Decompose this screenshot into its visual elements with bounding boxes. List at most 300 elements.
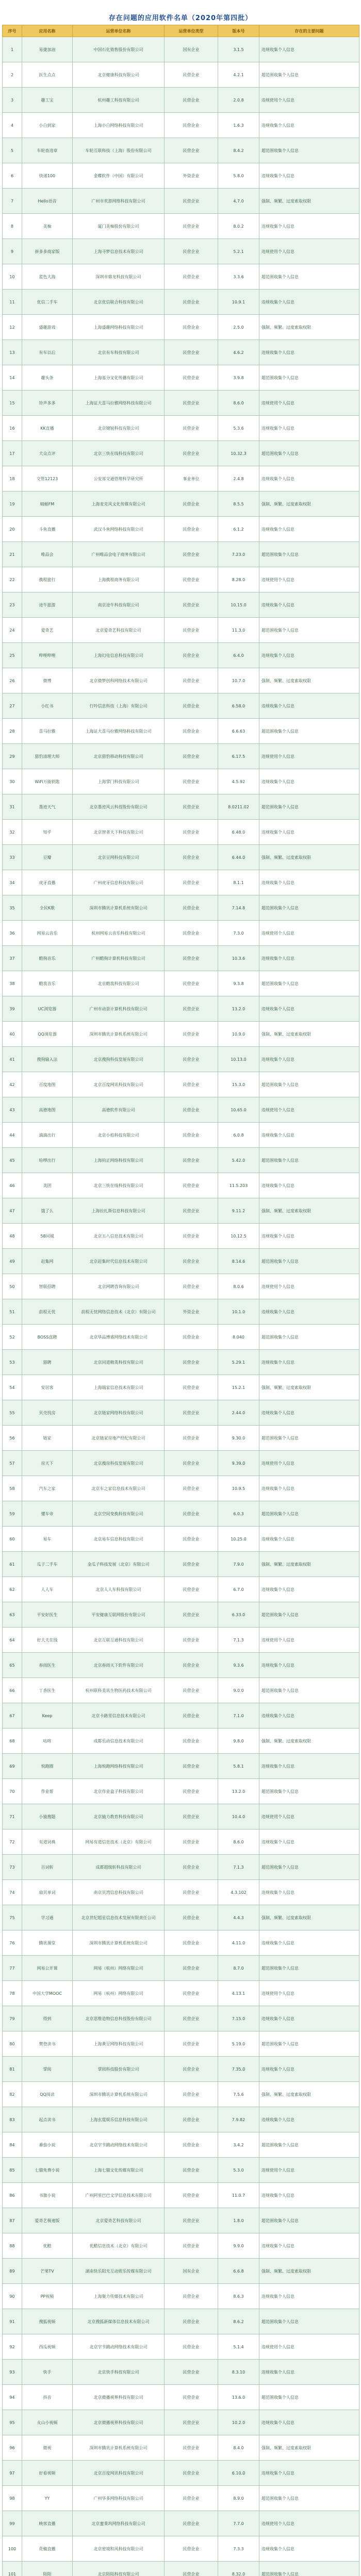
cell-app-name: 安居客 — [22, 1375, 73, 1400]
cell-app-name: 汽车之家 — [22, 1476, 73, 1501]
cell-app-name: 全民K歌 — [22, 895, 73, 921]
cell-app-name: 瓜子二手车 — [22, 1552, 73, 1577]
table-row — [3, 996, 359, 1022]
cell-version: 6.33.0 — [218, 1602, 259, 1628]
cell-operator-type: 民营企业 — [165, 1072, 218, 1097]
cell-index: 27 — [3, 693, 22, 719]
table-row — [3, 1350, 359, 1375]
cell-operator: 上海基分文化传播有限公司 — [73, 365, 165, 391]
table-row — [3, 1173, 359, 1198]
cell-issue: 违规收集个人信息 — [259, 416, 359, 441]
cell-operator: 成都乐动信息技术有限公司 — [73, 1728, 165, 1754]
cell-version: 10.9.0 — [218, 1022, 259, 1047]
cell-operator-type: 民营企业 — [165, 492, 218, 517]
cell-version: 6.1.2 — [218, 517, 259, 542]
cell-issue: 强制、频繁、过度索取权限 — [259, 1905, 359, 1930]
cell-version: 2.4.8 — [218, 466, 259, 492]
cell-issue: 超范围收集个人信息 — [259, 441, 359, 466]
header-operator: 运营单位名称 — [73, 25, 165, 37]
cell-index: 70 — [3, 1779, 22, 1804]
cell-version: 9.0.0 — [218, 1678, 259, 1703]
cell-index: 64 — [3, 1628, 22, 1653]
cell-version: 7.9.82 — [218, 2107, 259, 2132]
table-row — [3, 2334, 359, 2360]
cell-app-name: 有道词典 — [22, 1829, 73, 1855]
cell-app-name: YY — [22, 2486, 73, 2511]
table-row — [3, 1829, 359, 1855]
table-row — [3, 971, 359, 996]
table-row — [3, 441, 359, 466]
cell-operator-type: 民营企业 — [165, 1097, 218, 1123]
cell-operator: 上海携程商务有限公司 — [73, 567, 165, 592]
cell-issue: 违规收集个人信息 — [259, 340, 359, 365]
cell-operator-type: 民营企业 — [165, 921, 218, 946]
cell-issue: 违规收集个人信息 — [259, 1173, 359, 1198]
table-row — [3, 1325, 359, 1350]
cell-issue: 违规收集个人信息 — [259, 1577, 359, 1602]
cell-issue: 超范围收集个人信息 — [259, 365, 359, 391]
cell-version: 8.9.0 — [218, 2486, 259, 2511]
cell-operator-type: 民营企业 — [165, 2057, 218, 2082]
cell-index: 5 — [3, 138, 22, 163]
cell-app-name: 房天下 — [22, 1451, 73, 1476]
table-row — [3, 1956, 359, 1981]
cell-operator: 北京墨迹风云科技股份有限公司 — [73, 794, 165, 820]
cell-app-name: 西瓜视频 — [22, 2334, 73, 2360]
cell-operator: 上海玄霆娱乐信息科技有限公司 — [73, 2107, 165, 2132]
cell-app-name: 优信二手车 — [22, 290, 73, 315]
cell-operator-type: 民营企业 — [165, 2132, 218, 2158]
cell-issue: 违规收集个人信息 — [259, 290, 359, 315]
cell-operator: 北京字节跳动网络技术有限公司 — [73, 2132, 165, 2158]
cell-operator-type: 民营企业 — [165, 1628, 218, 1653]
cell-index: 23 — [3, 592, 22, 618]
cell-issue: 违规收集个人信息 — [259, 113, 359, 138]
cell-issue: 超范围收集个人信息 — [259, 1602, 359, 1628]
cell-operator-type: 民营企业 — [165, 2006, 218, 2031]
cell-app-name: 书旗小说 — [22, 2183, 73, 2208]
cell-issue: 超范围收集个人信息 — [259, 62, 359, 88]
cell-version: 4.11.0 — [218, 1930, 259, 1956]
cell-version: 5.42.0 — [218, 1148, 259, 1173]
table-row — [3, 2284, 359, 2309]
cell-operator-type: 民营企业 — [165, 1123, 218, 1148]
cell-app-name: 车轮查违章 — [22, 138, 73, 163]
cell-operator: 网易（杭州）网络有限公司 — [73, 1981, 165, 2006]
cell-operator-type: 民营企业 — [165, 88, 218, 113]
table-row — [3, 1653, 359, 1678]
table-row — [3, 1198, 359, 1224]
table-row — [3, 62, 359, 88]
cell-index: 30 — [3, 769, 22, 794]
cell-issue: 违规收集个人信息 — [259, 946, 359, 971]
cell-version: 10.3.6 — [218, 946, 259, 971]
cell-issue: 违规收集个人信息 — [259, 1047, 359, 1072]
cell-index: 4 — [3, 113, 22, 138]
cell-version: 7.7.0 — [218, 2511, 259, 2536]
cell-index: 48 — [3, 1224, 22, 1249]
table-row — [3, 1047, 359, 1072]
cell-version: 1.8.0 — [218, 2208, 259, 2233]
cell-issue: 违规收集个人信息 — [259, 870, 359, 895]
cell-issue: 违规收集个人信息 — [259, 1224, 359, 1249]
cell-issue: 违规收集个人信息 — [259, 214, 359, 239]
cell-index: 22 — [3, 567, 22, 592]
cell-app-name: 芒果TV — [22, 2259, 73, 2284]
cell-index: 91 — [3, 2309, 22, 2334]
cell-operator-type: 民营企业 — [165, 1325, 218, 1350]
cell-version: 4.5.92 — [218, 769, 259, 794]
cell-app-name: 微博 — [22, 668, 73, 693]
cell-index: 24 — [3, 618, 22, 643]
table-row — [3, 1602, 359, 1628]
cell-operator-type: 事业单位 — [165, 466, 218, 492]
page-title: 存在问题的应用软件名单（2020年第四批） — [108, 14, 253, 22]
cell-index: 41 — [3, 1047, 22, 1072]
cell-version: 11.5.203 — [218, 1173, 259, 1198]
cell-version: 6.10.0 — [218, 2461, 259, 2486]
cell-operator-type: 民营企业 — [165, 1577, 218, 1602]
cell-version: 2.44.0 — [218, 1400, 259, 1426]
cell-issue: 超范围收集个人信息 — [259, 2486, 359, 2511]
cell-version: 5.8.1 — [218, 1754, 259, 1779]
cell-version: 6.17.5 — [218, 744, 259, 769]
cell-index: 72 — [3, 1829, 22, 1855]
cell-version: 8.28.0 — [218, 567, 259, 592]
cell-operator: 北京陌陌科技有限公司 — [73, 2562, 165, 2576]
cell-operator-type: 民营企业 — [165, 517, 218, 542]
cell-version: 7.1.3 — [218, 1628, 259, 1653]
cell-operator-type: 民营企业 — [165, 1527, 218, 1552]
cell-app-name: 作业帮 — [22, 1779, 73, 1804]
cell-app-name: 扇贝单词 — [22, 1880, 73, 1905]
cell-operator-type: 民营企业 — [165, 1653, 218, 1678]
header-operator-type: 运营单位类型 — [165, 25, 218, 37]
cell-index: 60 — [3, 1527, 22, 1552]
cell-version: 10.15.0 — [218, 592, 259, 618]
cell-issue: 违规收集个人信息 — [259, 2233, 359, 2259]
cell-index: 16 — [3, 416, 22, 441]
cell-operator: 上海瑞家信息技术有限公司 — [73, 1375, 165, 1400]
cell-version: 4.13.1 — [218, 1981, 259, 2006]
cell-app-name: WiFi万能钥匙 — [22, 769, 73, 794]
cell-index: 26 — [3, 668, 22, 693]
table-row — [3, 870, 359, 895]
cell-app-name: 人人车 — [22, 1577, 73, 1602]
cell-version: 8.6.2 — [218, 2309, 259, 2334]
cell-app-name: 百度地图 — [22, 1072, 73, 1097]
cell-operator: 上海聚力传媒技术有限公司 — [73, 2284, 165, 2309]
cell-operator-type: 民营企业 — [165, 895, 218, 921]
cell-operator-type: 民营企业 — [165, 2309, 218, 2334]
table-row — [3, 492, 359, 517]
cell-operator-type: 民营企业 — [165, 1552, 218, 1577]
cell-operator: 金瓜子科技发展（北京）有限公司 — [73, 1552, 165, 1577]
cell-operator-type: 民营企业 — [165, 2158, 218, 2183]
cell-index: 94 — [3, 2385, 22, 2410]
cell-operator-type: 民营企业 — [165, 1501, 218, 1527]
table-row — [3, 1123, 359, 1148]
cell-operator-type: 民营企业 — [165, 1880, 218, 1905]
cell-index: 99 — [3, 2511, 22, 2536]
cell-operator: 北京互联互通科技有限公司 — [73, 1628, 165, 1653]
cell-index: 46 — [3, 1173, 22, 1198]
cell-operator-type: 民营企业 — [165, 668, 218, 693]
cell-operator-type: 民营企业 — [165, 2284, 218, 2309]
cell-version: 3.9.8 — [218, 365, 259, 391]
cell-app-name: 网易公开课 — [22, 1956, 73, 1981]
table-row — [3, 290, 359, 315]
cell-version: 3.4.2 — [218, 2132, 259, 2158]
cell-app-name: 樊登读书 — [22, 2031, 73, 2057]
table-row — [3, 1880, 359, 1905]
cell-app-name: 懂车帝 — [22, 1501, 73, 1527]
cell-version: 9.3.8 — [218, 971, 259, 996]
table-row — [3, 1779, 359, 1804]
cell-issue: 违规使用个人信息 — [259, 1451, 359, 1476]
cell-operator: 上海黄豆网络科技有限公司 — [73, 2031, 165, 2057]
cell-operator: 北京同道精英科技有限公司 — [73, 1350, 165, 1375]
cell-issue: 违规收集个人信息 — [259, 1754, 359, 1779]
cell-version: 8.6.0 — [218, 391, 259, 416]
cell-version: 8.6.0 — [218, 1829, 259, 1855]
cell-operator: 北京搜房科技发展有限公司 — [73, 1451, 165, 1476]
cell-issue: 超范围收集个人信息 — [259, 1249, 359, 1274]
cell-version: 10.2.0 — [218, 2410, 259, 2435]
cell-index: 39 — [3, 996, 22, 1022]
table-row — [3, 1375, 359, 1400]
cell-version: 5.3.6 — [218, 416, 259, 441]
table-row — [3, 2461, 359, 2486]
cell-version: 5.1.4 — [218, 2334, 259, 2360]
cell-operator-type: 民营企业 — [165, 845, 218, 870]
cell-operator-type: 民营企业 — [165, 1148, 218, 1173]
cell-operator: 北京有车科技有限公司 — [73, 340, 165, 365]
cell-index: 52 — [3, 1325, 22, 1350]
cell-operator-type: 民营企业 — [165, 1274, 218, 1299]
cell-version: 7.1.0 — [218, 1703, 259, 1728]
cell-issue: 超范围收集个人信息 — [259, 2208, 359, 2233]
cell-issue: 违规收集个人信息 — [259, 163, 359, 189]
cell-app-name: 智联招聘 — [22, 1274, 73, 1299]
cell-app-name: 酷我音乐 — [22, 971, 73, 996]
table-row — [3, 921, 359, 946]
cell-operator: 北京字节跳动网络技术有限公司 — [73, 2334, 165, 2360]
cell-operator-type: 民营企业 — [165, 1224, 218, 1249]
cell-operator-type: 外资企业 — [165, 163, 218, 189]
cell-index: 25 — [3, 643, 22, 668]
table-row — [3, 1905, 359, 1930]
cell-operator: 杭州网易云音乐科技有限公司 — [73, 921, 165, 946]
cell-version: 4.2.1 — [218, 62, 259, 88]
cell-version: 11.0.7 — [218, 2183, 259, 2208]
cell-operator: 前程无忧网络信息技术（北京）有限公司 — [73, 1299, 165, 1325]
cell-issue: 违规收集个人信息 — [259, 37, 359, 62]
cell-app-name: PP视频 — [22, 2284, 73, 2309]
cell-app-name: 番茄小说 — [22, 2132, 73, 2158]
table-row — [3, 2385, 359, 2410]
cell-operator-type: 国有企业 — [165, 2259, 218, 2284]
cell-issue: 违规使用个人信息 — [259, 1274, 359, 1299]
cell-index: 15 — [3, 391, 22, 416]
cell-index: 54 — [3, 1375, 22, 1400]
table-row — [3, 138, 359, 163]
cell-version: 6.7.0 — [218, 1577, 259, 1602]
cell-index: 81 — [3, 2057, 22, 2082]
cell-app-name: 爱奇艺 — [22, 618, 73, 643]
cell-app-name: 拼多多商家版 — [22, 239, 73, 264]
cell-app-name: 前程无忧 — [22, 1299, 73, 1325]
cell-issue: 超范围收集个人信息 — [259, 1956, 359, 1981]
cell-issue: 强制、频繁、过度索取权限 — [259, 1375, 359, 1400]
table-row — [3, 2511, 359, 2536]
cell-operator-type: 民营企业 — [165, 820, 218, 845]
cell-issue: 违规收集个人信息 — [259, 1653, 359, 1678]
cell-issue: 违规收集个人信息 — [259, 996, 359, 1022]
cell-operator-type: 民营企业 — [165, 1400, 218, 1426]
cell-operator: 网易（杭州）网络有限公司 — [73, 1956, 165, 1981]
cell-app-name: 铃声多多 — [22, 391, 73, 416]
cell-issue: 超范围收集个人信息 — [259, 2562, 359, 2576]
cell-operator: 北京卡路里信息技术有限公司 — [73, 1703, 165, 1728]
cell-issue: 违规使用个人信息 — [259, 1097, 359, 1123]
cell-operator-type: 民营企业 — [165, 1703, 218, 1728]
cell-index: 67 — [3, 1703, 22, 1728]
cell-operator: 上海小白网络科技有限公司 — [73, 113, 165, 138]
table-row — [3, 2132, 359, 2158]
cell-app-name: 花椒直播 — [22, 2536, 73, 2562]
cell-operator: 北京豆网科技有限公司 — [73, 845, 165, 870]
cell-version: 8.6.3 — [218, 2284, 259, 2309]
cell-index: 42 — [3, 1072, 22, 1097]
cell-version: 4.3.102 — [218, 1880, 259, 1905]
cell-operator-type: 民营企业 — [165, 365, 218, 391]
cell-index: 31 — [3, 794, 22, 820]
cell-index: 3 — [3, 88, 22, 113]
cell-app-name: 唯品会 — [22, 542, 73, 567]
cell-operator-type: 民营企业 — [165, 1905, 218, 1930]
table-row — [3, 2486, 359, 2511]
cell-index: 12 — [3, 315, 22, 340]
cell-app-name: 抖音 — [22, 2385, 73, 2410]
cell-operator-type: 民营企业 — [165, 1930, 218, 1956]
table-row — [3, 1804, 359, 1829]
cell-operator-type: 国有企业 — [165, 37, 218, 62]
cell-index: 35 — [3, 895, 22, 921]
cell-operator-type: 民营企业 — [165, 1829, 218, 1855]
cell-operator: 成都超级斩科技有限公司 — [73, 1855, 165, 1880]
cell-index: 90 — [3, 2284, 22, 2309]
cell-operator-type: 民营企业 — [165, 1426, 218, 1451]
cell-operator-type: 民营企业 — [165, 567, 218, 592]
cell-issue: 违规使用个人信息 — [259, 567, 359, 592]
cell-app-name: 映客直播 — [22, 2511, 73, 2536]
cell-operator-type: 民营企业 — [165, 2082, 218, 2107]
cell-operator-type: 民营企业 — [165, 744, 218, 769]
cell-operator: 北京三快在线科技有限公司 — [73, 441, 165, 466]
cell-operator-type: 民营企业 — [165, 1047, 218, 1072]
cell-operator: 北京猿力教育科技有限公司 — [73, 1804, 165, 1829]
cell-operator-type: 民营企业 — [165, 2410, 218, 2435]
cell-operator-type: 民营企业 — [165, 2208, 218, 2233]
cell-version: 8.0.6 — [218, 1274, 259, 1299]
cell-issue: 强制、频繁、过度索取权限 — [259, 1022, 359, 1047]
cell-app-name: 快递100 — [22, 163, 73, 189]
cell-index: 21 — [3, 542, 22, 567]
cell-index: 20 — [3, 517, 22, 542]
cell-operator: 北京微播视界科技有限公司 — [73, 2385, 165, 2410]
cell-index: 63 — [3, 1602, 22, 1628]
cell-issue: 超范围收集个人信息 — [259, 1779, 359, 1804]
cell-app-name: 墨迹天气 — [22, 794, 73, 820]
cell-version: 7.14.8 — [218, 895, 259, 921]
cell-index: 59 — [3, 1501, 22, 1527]
table-row — [3, 1981, 359, 2006]
cell-version: 4.4.3 — [218, 1905, 259, 1930]
cell-operator-type: 民营企业 — [165, 1451, 218, 1476]
cell-index: 62 — [3, 1577, 22, 1602]
cell-version: 10.12.5 — [218, 1224, 259, 1249]
cell-issue: 违规收集个人信息 — [259, 1880, 359, 1905]
cell-operator-type: 民营企业 — [165, 315, 218, 340]
table-row — [3, 1274, 359, 1299]
cell-index: 33 — [3, 845, 22, 870]
cell-index: 68 — [3, 1728, 22, 1754]
cell-operator: 深圳市鼎龙科技有限公司 — [73, 264, 165, 290]
cell-operator: 上海拉扎斯信息科技有限公司 — [73, 1198, 165, 1224]
cell-index: 80 — [3, 2031, 22, 2057]
cell-index: 74 — [3, 1880, 22, 1905]
cell-operator: 北京搜狗科技发展有限公司 — [73, 1047, 165, 1072]
header-app-name: 应用名称 — [22, 25, 73, 37]
table-row — [3, 769, 359, 794]
cell-index: 40 — [3, 1022, 22, 1047]
table-row — [3, 618, 359, 643]
table-row — [3, 2208, 359, 2233]
table-row — [3, 1451, 359, 1476]
table-row — [3, 1072, 359, 1097]
cell-operator: 优酷信息技术（北京）有限公司 — [73, 2233, 165, 2259]
cell-issue: 超范围收集个人信息 — [259, 2385, 359, 2410]
cell-app-name: 小猿搜题 — [22, 1804, 73, 1829]
cell-index: 73 — [3, 1855, 22, 1880]
cell-version: 8.0211.02 — [218, 794, 259, 820]
cell-app-name: BOSS直聘 — [22, 1325, 73, 1350]
cell-issue: 超范围收集个人信息 — [259, 1501, 359, 1527]
cell-version: 6.48.0 — [218, 820, 259, 845]
cell-version: 10.7.0 — [218, 668, 259, 693]
cell-operator-type: 民营企业 — [165, 1956, 218, 1981]
cell-app-name: 高德地图 — [22, 1097, 73, 1123]
cell-app-name: 哔哩哔哩 — [22, 643, 73, 668]
cell-version: 9.11.2 — [218, 1198, 259, 1224]
table-row — [3, 592, 359, 618]
cell-operator-type: 民营企业 — [165, 239, 218, 264]
cell-version: 6.58.0 — [218, 693, 259, 719]
cell-index: 77 — [3, 1956, 22, 1981]
table-row — [3, 1754, 359, 1779]
cell-version: 4.7.0 — [218, 189, 259, 214]
cell-issue: 违规使用个人信息 — [259, 239, 359, 264]
cell-operator: 北京空间变换科技有限公司 — [73, 1501, 165, 1527]
cell-operator: 北京搜狐新媒体信息技术有限公司 — [73, 2309, 165, 2334]
table-row — [3, 2562, 359, 2576]
cell-version: 5.19.0 — [218, 2031, 259, 2057]
cell-issue: 违规收集个人信息 — [259, 2057, 359, 2082]
cell-operator: 广州市欢游网络科技有限公司 — [73, 189, 165, 214]
cell-app-name: 小白到家 — [22, 113, 73, 138]
cell-version: 9.3.6 — [218, 1653, 259, 1678]
